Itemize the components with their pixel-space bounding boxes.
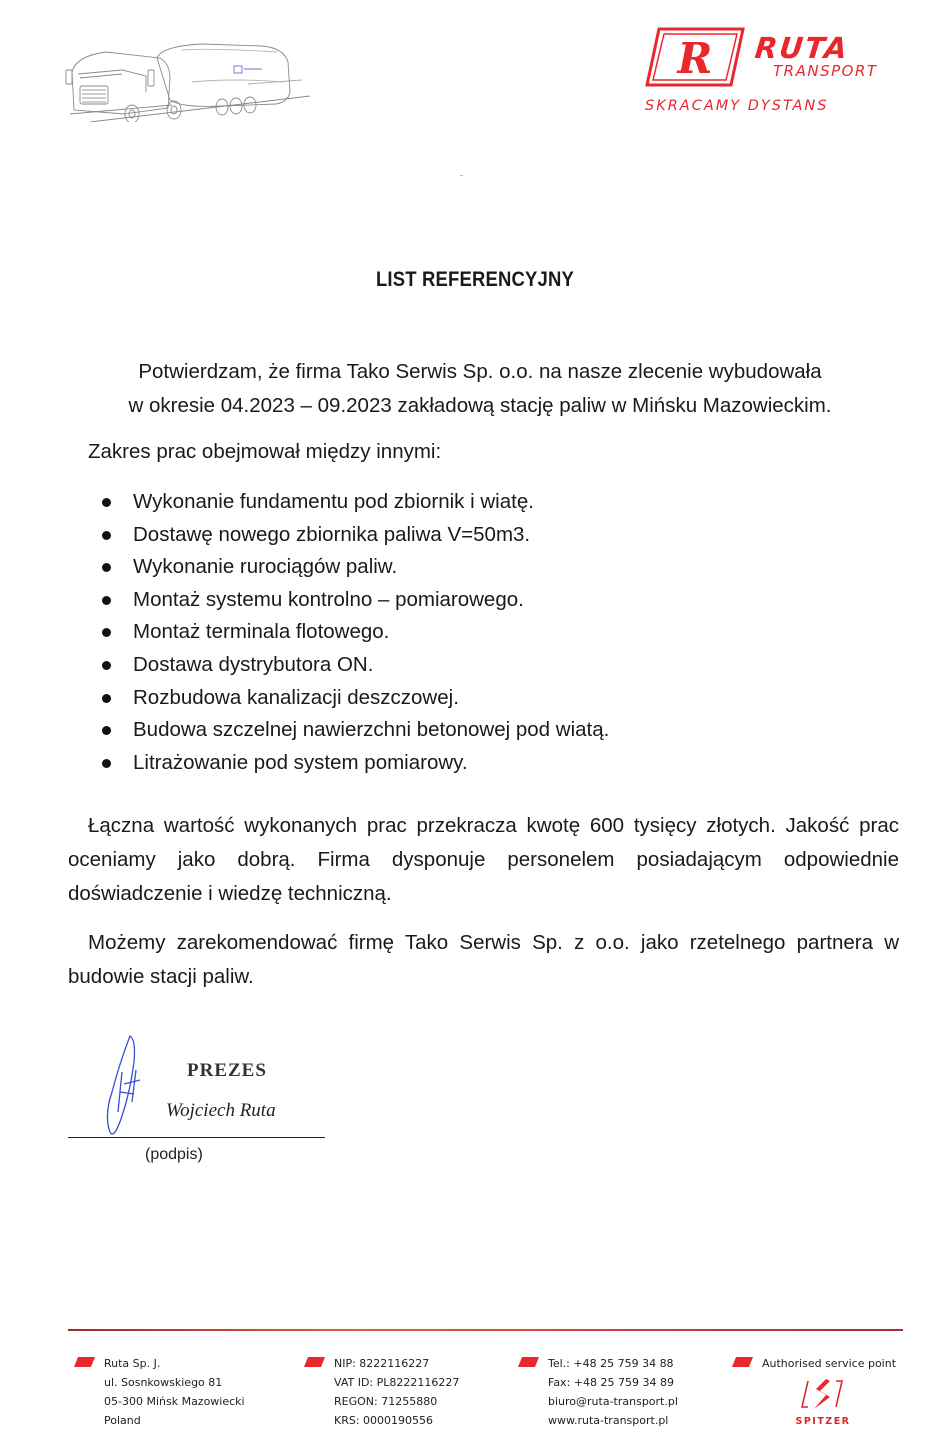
recommendation-paragraph: Możemy zarekomendować firmę Tako Serwis Sp. z o.o. jako rzetelnego partnera w budowie stacji paliw.	[68, 931, 899, 988]
fax-number: Fax: +48 25 759 34 89	[548, 1376, 674, 1389]
red-parallelogram-icon	[732, 1357, 753, 1367]
intro-paragraph	[60, 355, 900, 423]
bullet-icon	[102, 759, 111, 768]
phone-number: Tel.: +48 25 759 34 88	[548, 1357, 674, 1370]
footer-contact-info	[548, 1354, 678, 1430]
intro-line: w okresie 04.2023 – 09.2023 zakładową stację paliw w Mińsku Mazowieckim.	[128, 394, 832, 417]
handwritten-signature	[100, 1032, 160, 1142]
list-item: Dostawę nowego zbiornika paliwa V=50m3.	[96, 519, 609, 552]
list-item: Montaż systemu kontrolno – pomiarowego.	[96, 584, 609, 617]
scan-speck	[460, 175, 463, 176]
bullet-icon	[102, 498, 111, 507]
tanker-truck-illustration	[62, 22, 312, 122]
signature-caption: (podpis)	[145, 1146, 203, 1163]
svg-text:R: R	[677, 34, 713, 83]
spitzer-wordmark: SPITZER	[795, 1416, 851, 1427]
footer-company-address: Ruta Sp. J. ul. Sosnkowskiego 81 05-300 Mińsk Mazowiecki Poland	[104, 1354, 245, 1430]
ruta-monogram-icon	[645, 27, 745, 87]
footer-registry-info: NIP: 8222116227 VAT ID: PL8222116227 REGON: 71255880 KRS: 0000190556	[334, 1354, 459, 1430]
bullet-icon	[102, 628, 111, 637]
list-item: Dostawa dystrybutora ON.	[96, 649, 609, 682]
bullet-icon	[102, 563, 111, 572]
list-item: Wykonanie rurociągów paliw.	[96, 551, 609, 584]
value-paragraph: Łączna wartość wykonanych prac przekracza kwotę 600 tysięcy złotych. Jakość prac oceniamy jako dobrą. Firma dysponuje personelem posiadającym odpowiednie doświadczenie i wiedzę techniczną.	[68, 814, 899, 905]
bullet-icon	[102, 531, 111, 540]
logo-brand: RUTA	[753, 31, 851, 65]
red-parallelogram-icon	[304, 1357, 325, 1367]
letter-title: LIST REFERENCYJNY	[375, 268, 575, 291]
spitzer-logo-icon	[800, 1377, 844, 1411]
logo-tagline: SKRACAMY DYSTANS	[645, 98, 829, 114]
bullet-icon	[102, 596, 111, 605]
list-item: Litrażowanie pod system pomiarowy.	[96, 747, 609, 780]
logo-sub-brand: TRANSPORT	[773, 62, 878, 80]
red-parallelogram-icon	[74, 1357, 95, 1367]
list-item: Wykonanie fundamentu pod zbiornik i wiatę.	[96, 486, 609, 519]
list-item: Rozbudowa kanalizacji deszczowej.	[96, 682, 609, 715]
ruta-transport-logo	[645, 27, 905, 122]
email-link[interactable]: biuro@ruta-transport.pl	[548, 1395, 678, 1408]
service-point-label: Authorised service point	[762, 1357, 897, 1370]
signatory-role: PREZES	[187, 1060, 267, 1081]
intro-line: Potwierdzam, że firma Tako Serwis Sp. o.o. na nasze zlecenie wybudowała	[138, 360, 822, 383]
footer-service-point	[762, 1354, 896, 1373]
red-parallelogram-icon	[518, 1357, 539, 1367]
website-link[interactable]: www.ruta-transport.pl	[548, 1414, 669, 1427]
list-item: Budowa szczelnej nawierzchni betonowej pod wiatą.	[96, 714, 609, 747]
bullet-icon	[102, 694, 111, 703]
scope-lead: Zakres prac obejmował między innymi:	[88, 440, 442, 463]
signature-line	[68, 1137, 325, 1138]
bullet-icon	[102, 661, 111, 670]
scope-list	[96, 486, 609, 779]
signatory-name: Wojciech Ruta	[166, 1100, 276, 1121]
list-item: Montaż terminala flotowego.	[96, 616, 609, 649]
bullet-icon	[102, 726, 111, 735]
footer-divider	[68, 1329, 903, 1331]
